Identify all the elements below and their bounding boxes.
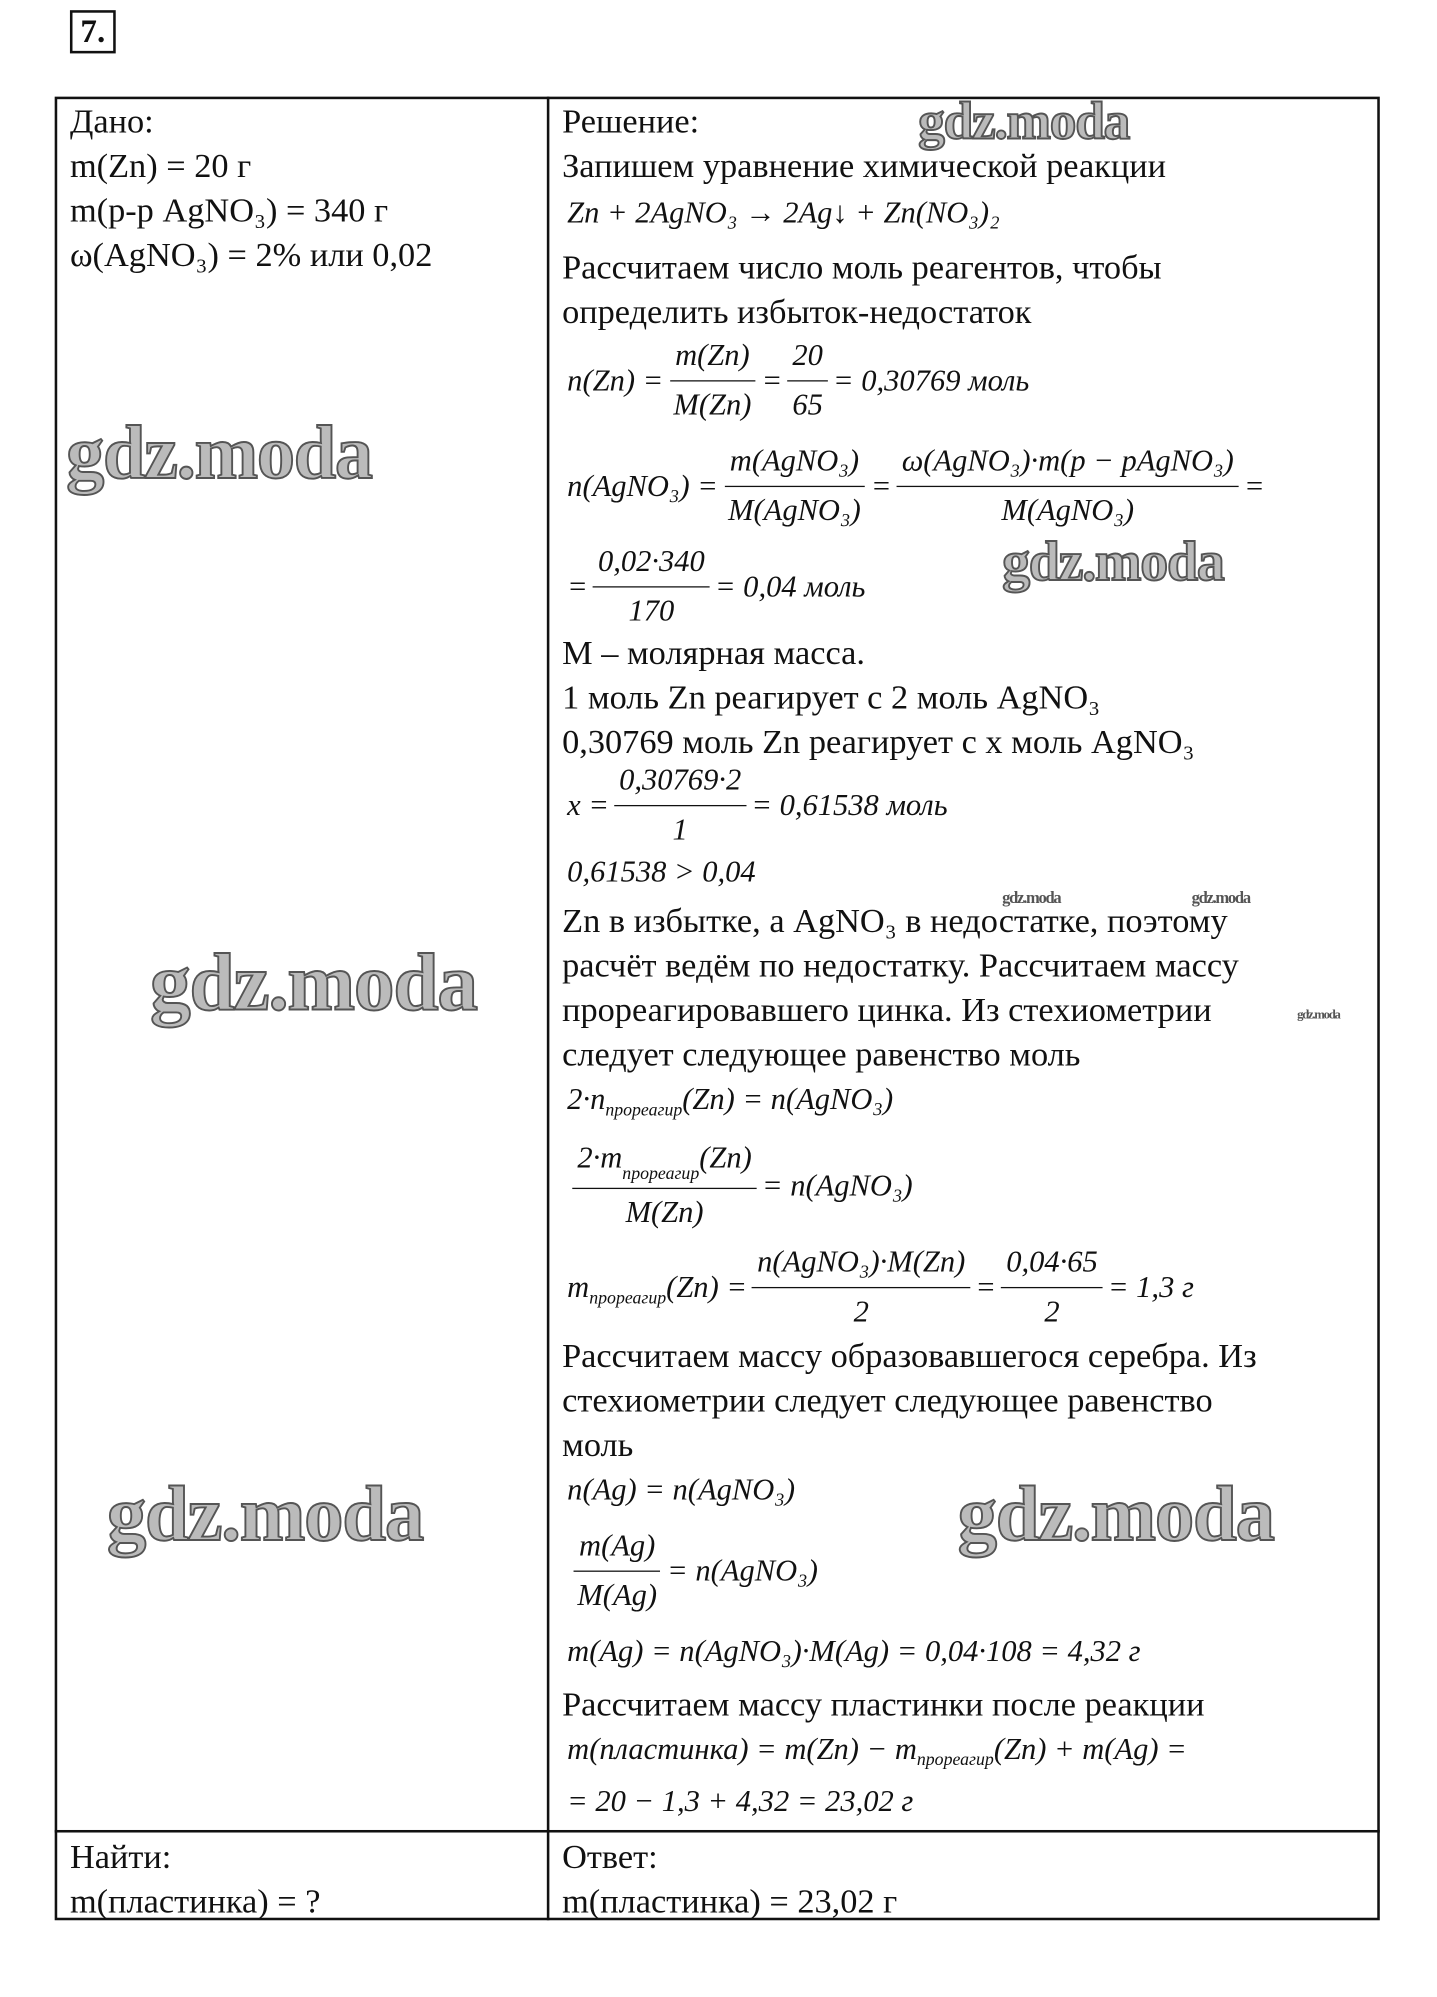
- numerator: [752, 1241, 970, 1288]
- math-text: ω(AgNO₃)·m(p − pAgNO₃): [901, 445, 1234, 479]
- numerator: [725, 440, 864, 487]
- math-text: n(AgNO₃)·M(Zn): [757, 1246, 966, 1280]
- math-text: 2·m: [577, 1141, 623, 1176]
- solution-text-line: стехиометрии следует следующее равенство: [562, 1381, 1213, 1420]
- solution-text-line: M – молярная масса.: [562, 633, 865, 672]
- watermark: gdz.moda: [150, 937, 477, 1028]
- row-divider: [55, 1830, 1380, 1833]
- formula-line: [567, 1780, 913, 1823]
- denominator: [996, 487, 1139, 533]
- fraction: [593, 540, 710, 633]
- answer-line: m(пластинка) = 23,02 г: [562, 1882, 898, 1921]
- watermark: gdz.moda: [1002, 530, 1224, 593]
- math-text: = 1,3 г: [1107, 1271, 1194, 1305]
- math-text: m(Ag): [579, 1529, 656, 1563]
- denominator: [668, 382, 756, 428]
- denominator: [623, 588, 679, 634]
- math-text: m(Zn): [675, 339, 750, 373]
- solution-text-line: Zn в избытке, а AgNO₃ в недостатке, поэтому: [562, 901, 1228, 940]
- solution-text-line: Рассчитаем массу образовавшегося серебра. Из: [562, 1336, 1257, 1375]
- math-text: = 0,04 моль: [714, 570, 866, 604]
- watermark: gdz.moda: [918, 92, 1130, 152]
- math-text: 170: [628, 595, 675, 629]
- denominator: [848, 1288, 873, 1334]
- math-text: n(AgNO₃) =: [567, 469, 718, 503]
- subscript: прореагир: [605, 1101, 683, 1121]
- math-text: M(Zn): [625, 1196, 704, 1230]
- numerator: [593, 540, 710, 587]
- formula-line: [567, 1469, 795, 1512]
- formula-line: [567, 1078, 893, 1121]
- solution-title: Решение:: [562, 101, 700, 140]
- math-text: (Zn) + m(Ag) =: [993, 1733, 1187, 1767]
- math-text: (Zn): [699, 1141, 752, 1176]
- fraction: [572, 1137, 757, 1235]
- numerator: [1001, 1241, 1103, 1288]
- math-text: = n(AgNO₃): [667, 1554, 818, 1588]
- column-divider: [547, 97, 550, 1921]
- subscript: прореагир: [622, 1164, 700, 1184]
- solution-text-line: 1 моль Zn реагирует с 2 моль AgNO₃: [562, 677, 1101, 716]
- math-text: =: [761, 364, 783, 398]
- formula-line: [567, 1525, 818, 1618]
- math-text: 0,04·65: [1006, 1246, 1098, 1280]
- numerator: [574, 1525, 660, 1572]
- math-text: 0,61538 > 0,04: [567, 855, 756, 889]
- watermark: gdz.moda: [1297, 1008, 1340, 1023]
- fraction: [752, 1241, 970, 1334]
- solution-text-line: прореагировавшего цинка. Из стехиометрии: [562, 990, 1212, 1029]
- math-text: M(AgNO₃): [728, 494, 861, 528]
- numerator: [670, 334, 755, 381]
- math-text: 65: [792, 389, 823, 423]
- solution-text-line: Рассчитаем число моль реагентов, чтобы: [562, 247, 1162, 287]
- watermark: gdz.moda: [1002, 887, 1061, 907]
- watermark: gdz.moda: [1191, 887, 1250, 907]
- solution-text-line: следует следующее равенство моль: [562, 1035, 1081, 1074]
- math-text: = 0,61538 моль: [751, 789, 948, 823]
- formula-line: [567, 1728, 1187, 1771]
- watermark: gdz.moda: [66, 410, 372, 495]
- denominator: [787, 382, 828, 428]
- math-text: x =: [567, 789, 609, 823]
- answer-title: Ответ:: [562, 1837, 658, 1876]
- solution-text-line: определить избыток-недостаток: [562, 292, 1032, 331]
- formula-line: [567, 851, 755, 894]
- math-text: n(Zn) =: [567, 364, 664, 398]
- math-text: M(Zn): [673, 389, 752, 423]
- given-line: m(р-р AgNO₃) = 340 г: [69, 190, 389, 229]
- formula-line: [567, 1137, 913, 1235]
- numerator: [897, 440, 1239, 487]
- given-line: m(Zn) = 20 г: [69, 146, 252, 185]
- math-text: =: [870, 469, 892, 503]
- math-text: M(AgNO₃): [1001, 494, 1135, 528]
- formula-line: [567, 1241, 1194, 1334]
- math-text: =: [1243, 469, 1265, 503]
- math-text: =: [975, 1271, 997, 1305]
- fraction: [668, 334, 756, 427]
- given-title: Дано:: [69, 101, 154, 140]
- numerator: [614, 759, 746, 806]
- fraction: [897, 440, 1239, 533]
- math-text: m(пластинка) = m(Zn) − m: [567, 1733, 917, 1767]
- formula-line: [567, 540, 865, 633]
- watermark: gdz.moda: [106, 1471, 424, 1558]
- math-text: (Zn) = n(AgNO₃): [682, 1083, 894, 1117]
- math-text: = 0,30769 моль: [833, 364, 1030, 398]
- formula-line: [567, 759, 947, 852]
- subscript: прореагир: [589, 1288, 667, 1308]
- formula-line: [567, 1630, 1140, 1673]
- solution-text-line: Запишем уравнение химической реакции: [562, 146, 1166, 185]
- formula-line: [567, 440, 1264, 533]
- solution-text-line: Рассчитаем массу пластинки после реакции: [562, 1685, 1205, 1724]
- subscript: прореагир: [916, 1751, 994, 1771]
- denominator: [572, 1572, 662, 1618]
- fraction: [572, 1525, 662, 1618]
- math-text: 2·n: [567, 1083, 606, 1117]
- solution-text-line: моль: [562, 1425, 634, 1464]
- math-text: 20: [792, 339, 823, 373]
- denominator: [1039, 1288, 1064, 1334]
- math-text: 0,02·340: [597, 545, 705, 579]
- math-text: 2: [853, 1295, 869, 1329]
- math-text: =: [567, 570, 588, 604]
- math-text: M(Ag): [577, 1579, 658, 1613]
- watermark: gdz.moda: [957, 1471, 1274, 1558]
- math-text: Zn + 2AgNO₃ → 2Ag↓ + Zn(NO₃)₂: [567, 197, 1000, 231]
- math-text: 1: [672, 813, 688, 847]
- numerator: [572, 1137, 757, 1189]
- fraction: [614, 759, 746, 852]
- find-line: m(пластинка) = ?: [69, 1882, 321, 1921]
- denominator: [723, 487, 866, 533]
- problem-number: 7.: [70, 10, 116, 53]
- math-text: m(Ag) = n(AgNO₃)·M(Ag) = 0,04·108 = 4,32 г: [567, 1635, 1141, 1669]
- numerator: [787, 334, 828, 381]
- formula-line: [567, 334, 1029, 427]
- math-text: 0,30769·2: [619, 764, 742, 798]
- solution-text-line: расчёт ведём по недостатку. Рассчитаем массу: [562, 946, 1239, 985]
- denominator: [620, 1189, 708, 1235]
- formula-line: [567, 192, 1000, 235]
- math-text: (Zn) =: [666, 1271, 747, 1305]
- fraction: [787, 334, 828, 427]
- math-text: = n(AgNO₃): [761, 1169, 913, 1203]
- math-text: n(Ag) = n(AgNO₃): [567, 1473, 796, 1507]
- find-title: Найти:: [69, 1837, 172, 1876]
- denominator: [667, 806, 692, 852]
- math-text: m(AgNO₃): [729, 445, 860, 479]
- math-text: 2: [1044, 1295, 1060, 1329]
- math-text: = 20 − 1,3 + 4,32 = 23,02 г: [567, 1785, 914, 1819]
- given-line: ω(AgNO₃) = 2% или 0,02: [69, 235, 433, 274]
- math-text: m: [567, 1271, 590, 1305]
- solution-text-line: 0,30769 моль Zn реагирует с x моль AgNO₃: [562, 722, 1195, 761]
- fraction: [1001, 1241, 1103, 1334]
- fraction: [723, 440, 866, 533]
